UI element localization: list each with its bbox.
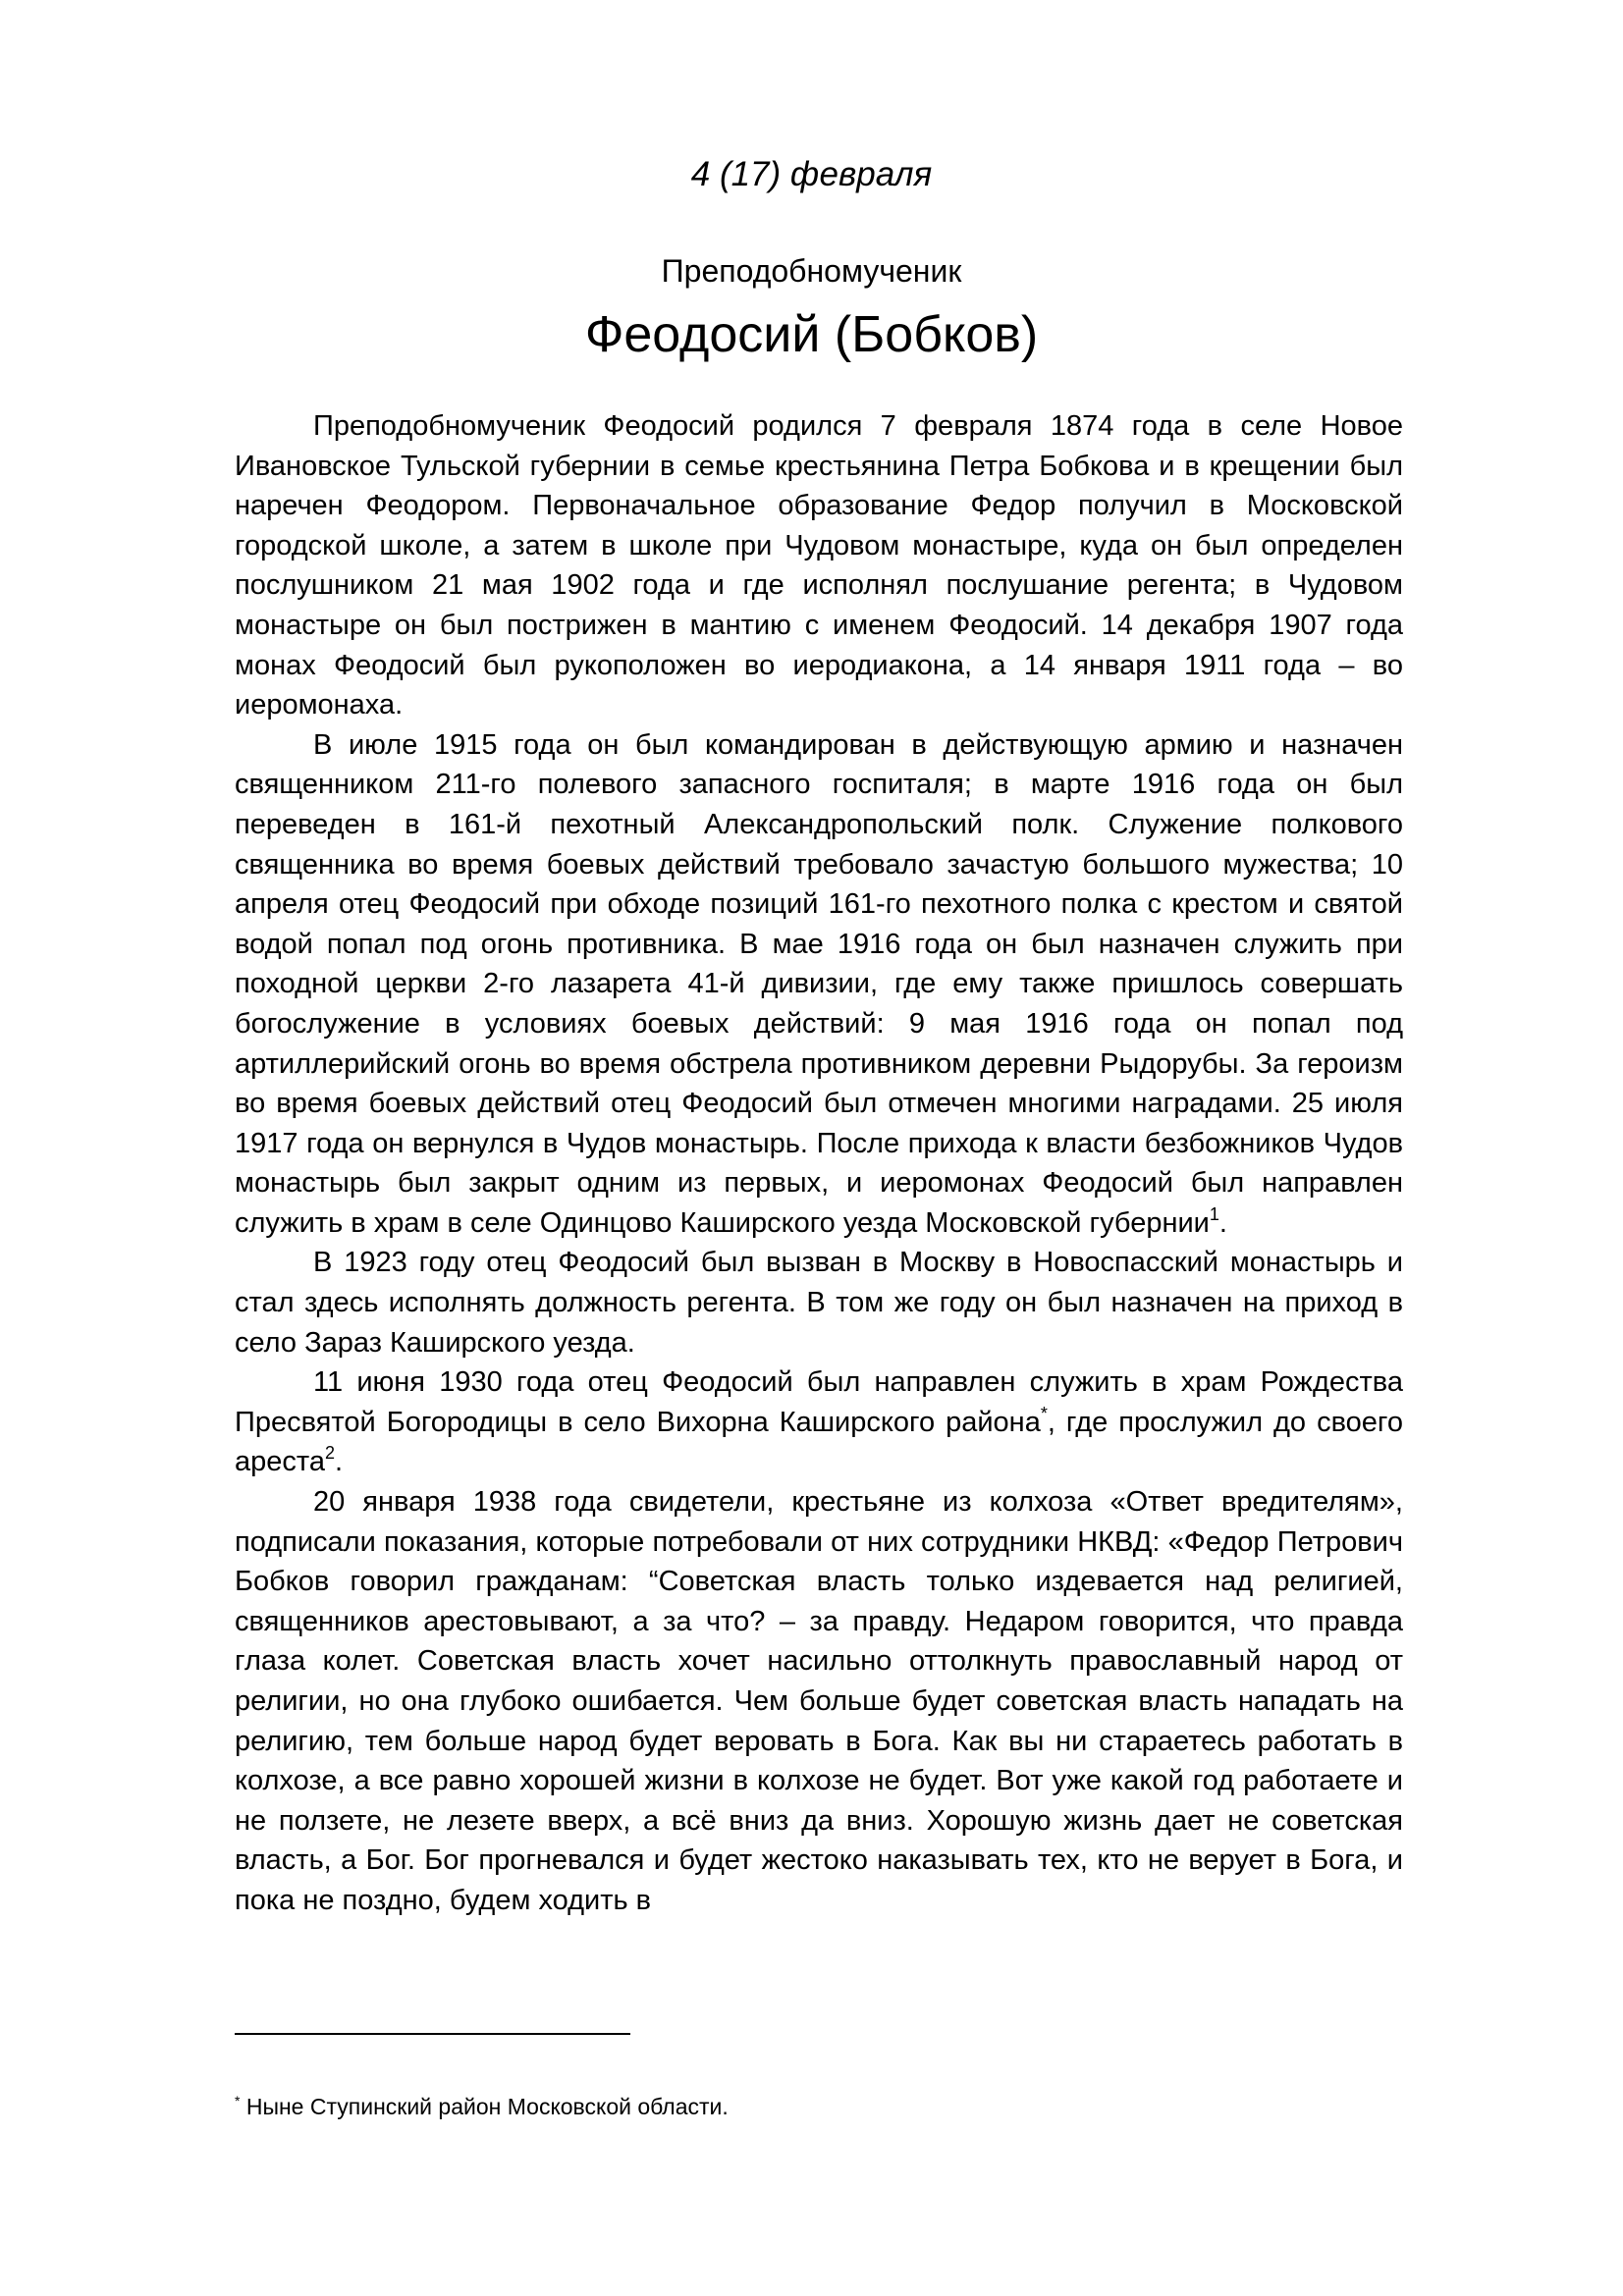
footnote-divider <box>235 2033 630 2035</box>
paragraph-3 <box>235 1243 1403 1362</box>
paragraph-2-text: В июле 1915 года он был командирован в действующую армию и назначен священником 211-го полевого запасного госпиталя; в марте 1916 года он был переведен в 161-й пехотный Александропольский полк. Служение полкового священника во время боевых действий требовало зачастую большого мужества; 10 апреля отец Феодосий при обходе позиций 161-го пехотного полка с крестом и святой водой попал под огонь противника. В мае 1916 года он был назначен служить при походной церкви 2-го лазарета 41-й дивизии, где ему также пришлось совершать богослужение в условиях боевых действий: 9 мая 1916 года он попал под артиллерийский огонь во время обстрела противником деревни Рыдорубы. За героизм во время боевых действий отец Феодосий был отмечен многими наградами. 25 июля 1917 года он вернулся в Чудов монастырь. После прихода к власти безбожников Чудов монастырь был закрыт одним из первых, и иеромонах Феодосий был направлен служить в храм в селе Одинцово Каширского уезда Московской губернии <box>235 728 1403 1239</box>
paragraph-5 <box>235 1482 1403 1921</box>
paragraph-5-text: 20 января 1938 года свидетели, крестьяне из колхоза «Ответ вредителям», подписали показания, которые потребовали от них сотрудники НКВД: «Федор Петрович Бобков говорил гражданам: “Советская власть только издевается над религией, священников арестовывают, а за что? – за правду. Недаром говорится, что правда глаза колет. Советская власть хочет насильно оттолкнуть православный народ от религии, но она глубоко ошибается. Чем больше будет советская власть нападать на религию, тем больше народ будет веровать в Бога. Как вы ни стараетесь работать в колхозе, а все равно хорошей жизни в колхозе не будет. Вот уже какой год работаете и не ползете, не лезете вверх, а всё вниз да вниз. Хорошую жизнь дает не советская власть, а Бог. Бог прогневался и будет жестоко наказывать тех, кто не верует в Бога, и пока не поздно, будем ходить в <box>235 1486 1403 1916</box>
footnote-ref-2: 2 <box>324 1443 335 1464</box>
footnote-text: Ныне Ступинский район Московской области. <box>240 2094 729 2119</box>
paragraph-4-text: 11 июня 1930 года отец Феодосий был направлен служить в храм Рождества Пресвятой Богородицы в село Вихорна Каширского района <box>235 1366 1403 1438</box>
page-title: Феодосий (Бобков) <box>584 306 1039 363</box>
footnote-ref-1: 1 <box>1209 1203 1219 1224</box>
footnote-mark: * <box>235 2093 241 2109</box>
paragraph-2-end: . <box>1218 1206 1227 1239</box>
footnote <box>235 2091 1403 2122</box>
date-heading: 4 (17) февраля <box>690 155 933 193</box>
paragraph-4 <box>235 1362 1403 1482</box>
body-text <box>235 406 1403 1921</box>
paragraph-1 <box>235 406 1403 725</box>
paragraph-2 <box>235 725 1403 1244</box>
saint-rank-heading: Преподобномученик <box>661 253 962 289</box>
paragraph-1-text: Преподобномученик Феодосий родился 7 февраля 1874 года в селе Новое Ивановское Тульской губернии в семье крестьянина Петра Бобкова и в крещении был наречен Феодором. Первоначальное образование Федор получил в Московской городской школе, а затем в школе при Чудовом монастыре, куда он был определен послушником 21 мая 1902 года и где исполнял послушание регента; в Чудовом монастыре он был пострижен в мантию с именем Феодосий. 14 декабря 1907 года монах Феодосий был рукоположен во иеродиакона, а 14 января 1911 года – во иеромонаха. <box>235 410 1403 721</box>
paragraph-4-end: . <box>335 1446 344 1478</box>
paragraph-3-text: В 1923 году отец Феодосий был вызван в Москву в Новоспасский монастырь и стал здесь исполнять должность регента. В том же году он был назначен на приход в село Зараз Каширского уезда. <box>235 1247 1403 1359</box>
footnote-ref-star: * <box>1040 1403 1048 1423</box>
paragraph-4-middle: , где прослужил до своего ареста <box>235 1406 1403 1478</box>
